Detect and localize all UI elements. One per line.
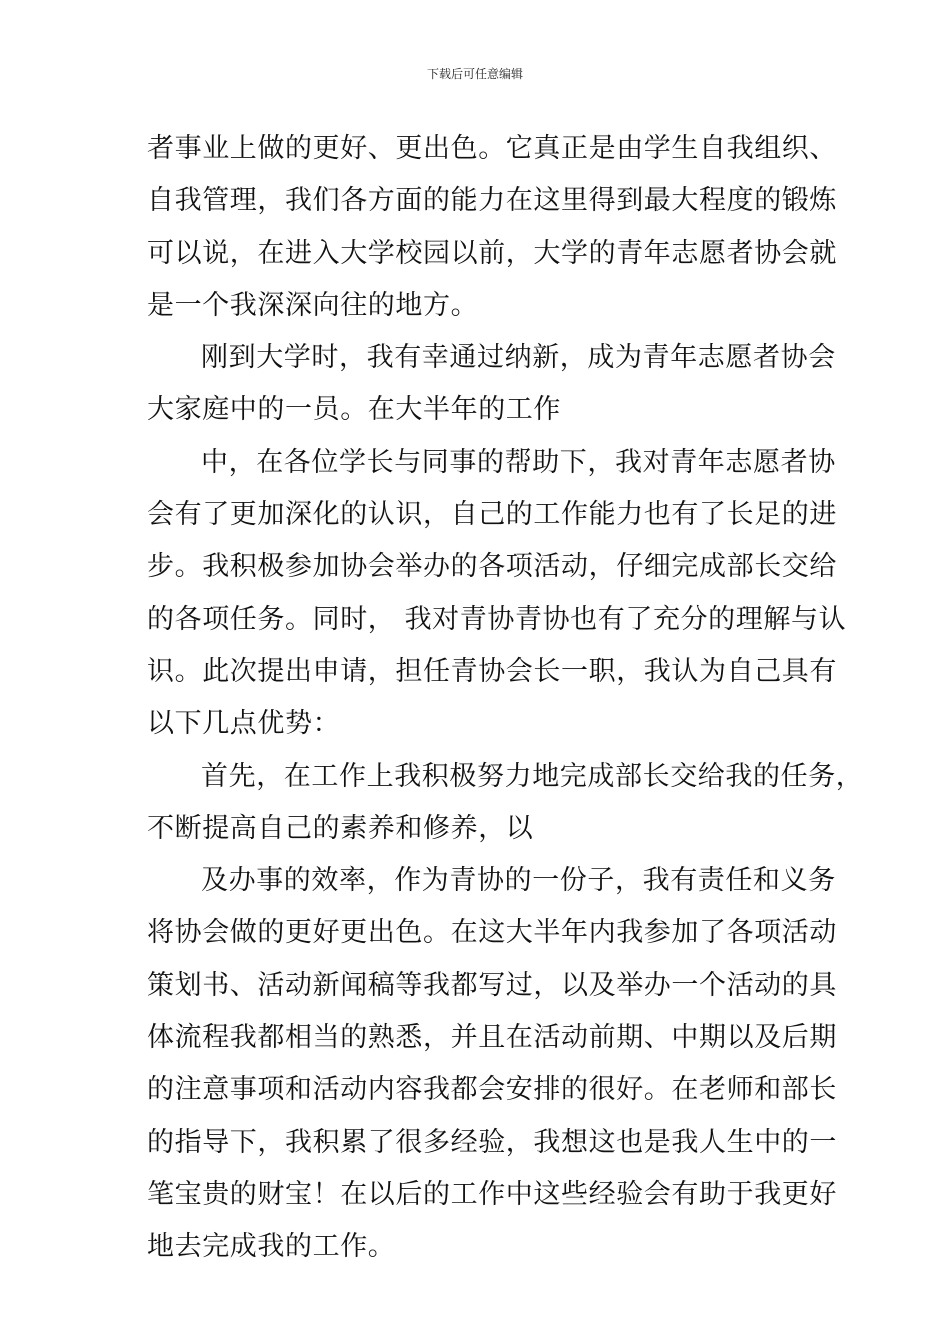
text-line: 以下几点优势：	[147, 708, 341, 740]
paragraph-first-line: 及办事的效率，作为青协的一份子，我有责任和义务	[201, 865, 836, 897]
text-line: 不断提高自己的素养和修养，以	[147, 812, 534, 844]
text-line: 识。此次提出申请，担任青协会长一职，我认为自己具有	[147, 655, 837, 687]
body-text	[147, 123, 864, 1274]
text-line: 的指导下，我积累了很多经验，我想这也是我人生中的一	[147, 1126, 837, 1158]
text-line: 地去完成我的工作。	[147, 1231, 396, 1263]
text-line: 步。我积极参加协会举办的各项活动，仔细完成部长交给	[147, 551, 837, 583]
text-line: 的各项任务。同时， 我对青协青协也有了充分的理解与认	[147, 603, 847, 635]
paragraph-first-line: 中，在各位学长与同事的帮助下，我对青年志愿者协	[201, 446, 836, 478]
paragraph-first-line: 首先，在工作上我积极努力地完成部长交给我的任务，	[201, 760, 864, 792]
paragraph-first-line: 刚到大学时，我有幸通过纳新，成为青年志愿者协会	[201, 342, 836, 374]
text-line: 自我管理，我们各方面的能力在这里得到最大程度的锻炼	[147, 185, 837, 217]
text-line: 可以说，在进入大学校园以前，大学的青年志愿者协会就	[147, 237, 837, 269]
text-line: 的注意事项和活动内容我都会安排的很好。在老师和部长	[147, 1074, 837, 1106]
text-line: 者事业上做的更好、更出色。它真正是由学生自我组织、	[147, 133, 837, 164]
page-header: 下载后可任意编辑	[426, 67, 523, 81]
text-line: 笔宝贵的财宝！在以后的工作中这些经验会有助于我更好	[147, 1178, 837, 1210]
text-line: 策划书、活动新闻稿等我都写过，以及举办一个活动的具	[147, 969, 837, 1001]
text-line: 将协会做的更好更出色。在这大半年内我参加了各项活动	[147, 917, 837, 949]
text-line: 大家庭中的一员。在大半年的工作	[147, 394, 561, 426]
text-line: 是一个我深深向往的地方。	[147, 289, 479, 321]
text-line: 体流程我都相当的熟悉，并且在活动前期、中期以及后期	[147, 1022, 837, 1054]
text-line: 会有了更加深化的认识，自己的工作能力也有了长足的进	[147, 499, 837, 531]
